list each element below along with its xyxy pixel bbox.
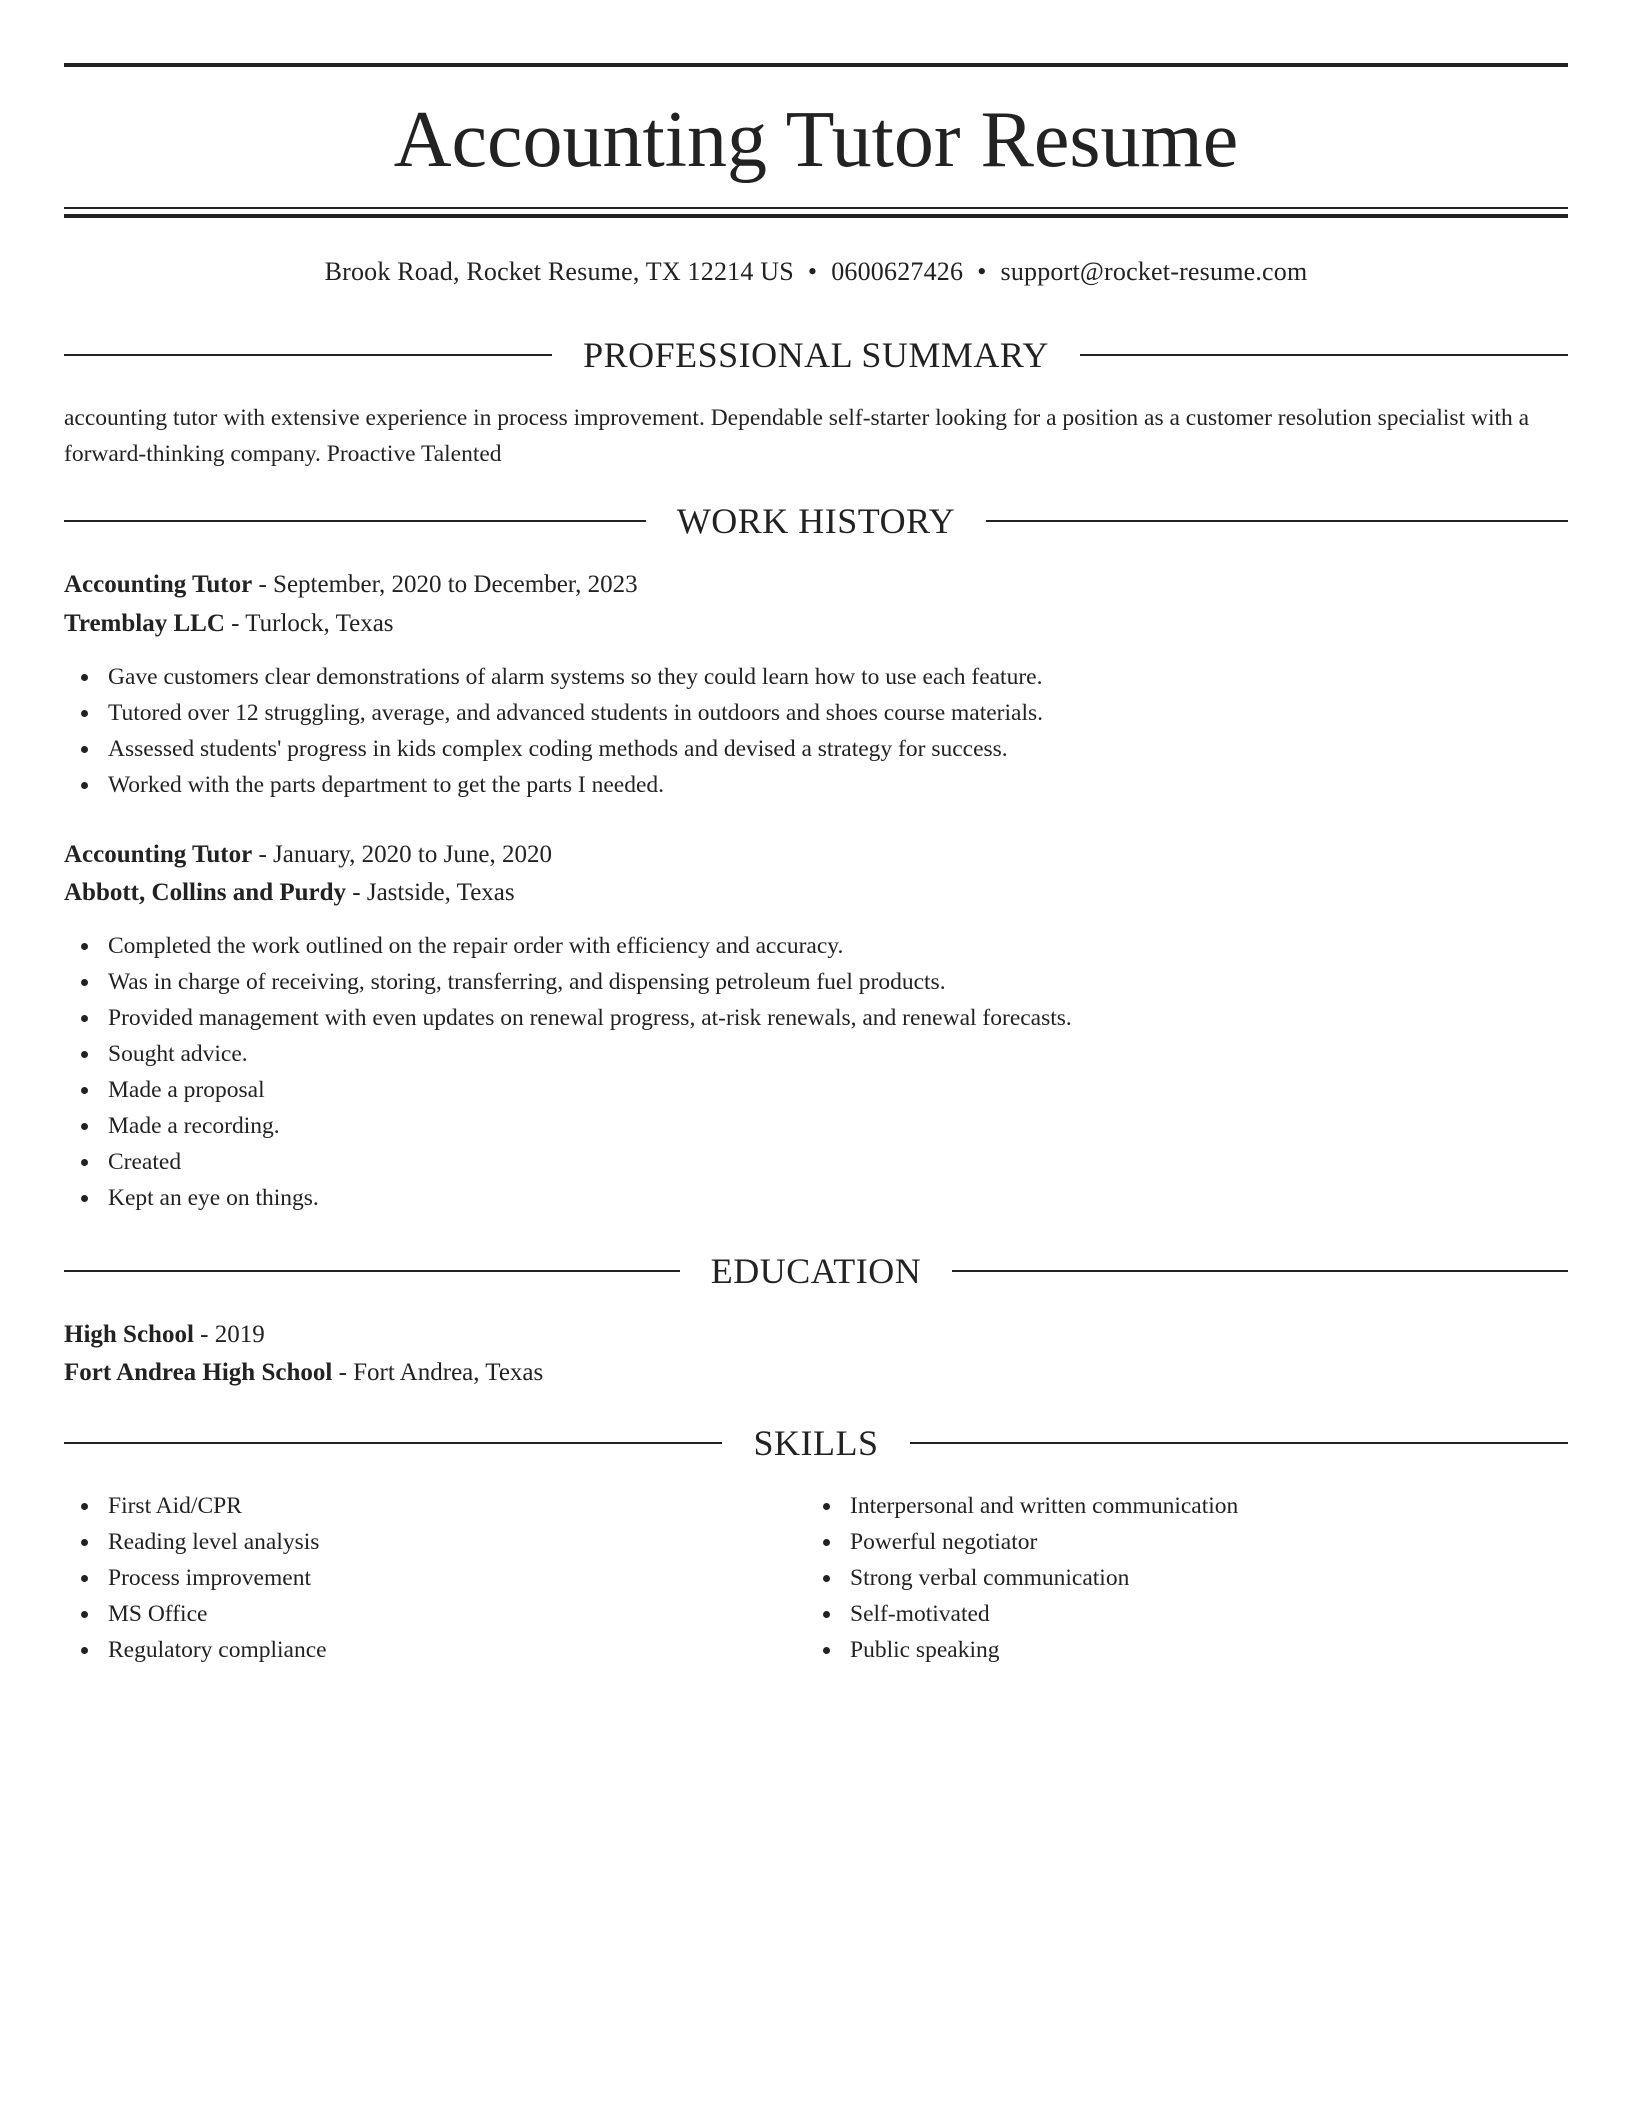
contact-separator: • (977, 257, 987, 286)
job-title: Accounting Tutor (64, 571, 253, 598)
contact-separator: • (807, 257, 818, 286)
list-item: Worked with the parts department to get the parts I needed. (64, 767, 1568, 803)
education-degree: High School (64, 1321, 194, 1348)
skill-item: First Aid/CPR (64, 1488, 804, 1524)
job-bullets (64, 659, 1568, 803)
resume-title: Accounting Tutor Resume (393, 96, 1239, 184)
job-company: Abbott, Collins and Purdy (64, 879, 347, 906)
contact-email: support@rocket-resume.com (1000, 257, 1308, 286)
contact-phone: 0600627426 (831, 257, 964, 286)
list-item: Made a recording. (64, 1108, 1568, 1144)
section-rule-right (986, 520, 1568, 522)
section-rule-right (1080, 354, 1568, 356)
list-item: Sought advice. (64, 1036, 1568, 1072)
skill-item: Process improvement (64, 1560, 804, 1596)
list-item: Completed the work outlined on the repair order with efficiency and accuracy. (64, 928, 1568, 964)
list-item: Gave customers clear demonstrations of alarm systems so they could learn how to use each feature. (64, 659, 1568, 695)
title-rule-thick (64, 214, 1568, 218)
education-school: Fort Andrea High School (64, 1359, 333, 1386)
job-bullets (64, 928, 1568, 1216)
job-location: - Turlock, Texas (224, 610, 394, 637)
education-heading: EDUCATION (710, 1251, 922, 1291)
contact-address: Brook Road, Rocket Resume, TX 12214 US (324, 257, 794, 286)
work-heading: WORK HISTORY (676, 501, 956, 541)
skill-item: Powerful negotiator (806, 1524, 1546, 1560)
skill-item: MS Office (64, 1596, 804, 1632)
education-section-header (64, 1248, 1568, 1294)
job-company-line (64, 605, 1568, 643)
list-item: Provided management with even updates on renewal progress, at-risk renewals, and renewal forecasts. (64, 1000, 1568, 1036)
top-rule (64, 63, 1568, 67)
skills-heading: SKILLS (753, 1423, 879, 1463)
work-section-header (64, 498, 1568, 544)
section-rule-right (910, 1442, 1568, 1444)
contact-line (64, 254, 1568, 290)
skills-list-left (64, 1488, 804, 1668)
section-rule-right (952, 1270, 1568, 1272)
job-dates: - January, 2020 to June, 2020 (252, 841, 552, 868)
title-rule-thin (64, 207, 1568, 209)
education-degree-line (64, 1316, 1568, 1354)
summary-text: accounting tutor with extensive experience in process improvement. Dependable self-starter looking for a position as a customer resolution specialist with a forward-thinking company. Proactive Talented (64, 405, 1530, 467)
list-item: Created (64, 1144, 1568, 1180)
summary-heading: PROFESSIONAL SUMMARY (583, 335, 1049, 375)
skills-list-right (806, 1488, 1546, 1668)
job-title-line (64, 836, 1568, 874)
job-dates: - September, 2020 to December, 2023 (252, 571, 638, 598)
skill-item: Public speaking (806, 1632, 1546, 1668)
job-company-line (64, 874, 1568, 912)
job-title-line (64, 566, 1568, 604)
education-year: - 2019 (193, 1321, 265, 1348)
education-school-line (64, 1354, 1568, 1392)
list-item: Kept an eye on things. (64, 1180, 1568, 1216)
job-location: - Jastside, Texas (346, 879, 515, 906)
list-item: Made a proposal (64, 1072, 1568, 1108)
skill-item: Self-motivated (806, 1596, 1546, 1632)
skill-item: Interpersonal and written communication (806, 1488, 1546, 1524)
skill-item: Strong verbal communication (806, 1560, 1546, 1596)
education-location: - Fort Andrea, Texas (332, 1359, 544, 1386)
list-item: Tutored over 12 struggling, average, and advanced students in outdoors and shoes course materials. (64, 695, 1568, 731)
skills-section-header (64, 1420, 1568, 1466)
summary-section-header (64, 332, 1568, 378)
list-item: Was in charge of receiving, storing, transferring, and dispensing petroleum fuel products. (64, 964, 1568, 1000)
skill-item: Regulatory compliance (64, 1632, 804, 1668)
job-title: Accounting Tutor (64, 841, 253, 868)
job-company: Tremblay LLC (64, 610, 225, 637)
list-item: Assessed students' progress in kids complex coding methods and devised a strategy for success. (64, 731, 1568, 767)
skill-item: Reading level analysis (64, 1524, 804, 1560)
